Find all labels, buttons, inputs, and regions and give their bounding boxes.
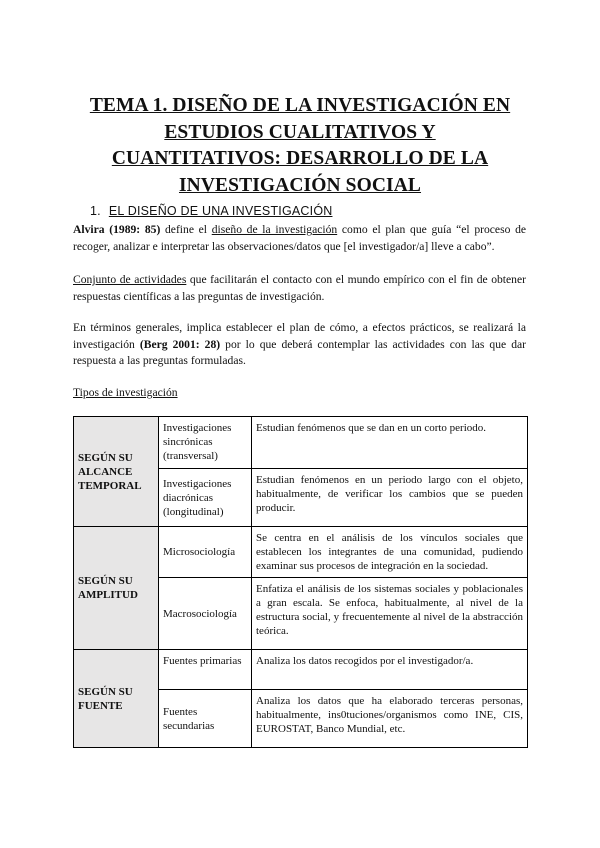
paragraph-text: define el — [160, 223, 212, 236]
types-heading: Tipos de investigación — [73, 386, 178, 399]
paragraph-text: por lo que deberá contemplar las actividades con las que dar respuesta a las preguntas formuladas. — [73, 337, 526, 367]
type-cell: Fuentes primarias — [159, 650, 252, 690]
table-row — [74, 527, 528, 578]
type-cell: Microsociología — [159, 527, 252, 578]
category-cell: SEGÚN SU FUENTE — [74, 650, 159, 748]
paragraph-definition — [73, 222, 526, 255]
category-cell: SEGÚN SU AMPLITUD — [74, 527, 159, 650]
citation-berg: (Berg 2001: 28) — [139, 337, 221, 351]
section-heading — [90, 204, 332, 218]
document-title — [60, 93, 540, 199]
paragraph-text: que facilitarán el contacto con el mundo empírico con el fin de obtener respuestas científicas a las preguntas de investigación. — [73, 273, 526, 303]
title-line-1: TEMA 1. DISEÑO DE LA INVESTIGACIÓN EN — [89, 95, 511, 116]
paragraph-text: como el plan que guía “el proceso de recoger, analizar e interpretar las observaciones/datos que [el investigador/a] lleve a cabo”. — [73, 223, 527, 253]
citation-alvira: Alvira (1989: 85) — [73, 223, 161, 236]
type-cell: Fuentes secundarias — [159, 690, 252, 748]
title-line-2: ESTUDIOS CUALITATIVOS Y — [164, 121, 436, 143]
paragraph-activities — [73, 272, 526, 305]
table-row — [74, 417, 528, 469]
term-conjunto: Conjunto de actividades — [73, 273, 187, 286]
term-diseno: diseño de la investigación — [211, 223, 338, 236]
description-cell: Analiza los datos que ha elaborado terceras personas, habitualmente, ins0tuciones/organismos como INE, CIS, EUROSTAT, Banco Mundial, etc. — [252, 690, 528, 748]
description-cell: Se centra en el análisis de los vínculos sociales que establecen los integrantes de una comunidad, pudiendo examinar sus procesos de integración en la sociedad. — [252, 527, 528, 578]
type-cell: Investigaciones sincrónicas (transversal) — [159, 417, 252, 469]
type-cell: Macrosociología — [159, 578, 252, 650]
category-cell: SEGÚN SU ALCANCE TEMPORAL — [74, 417, 159, 527]
paragraph-text: En términos generales, implica establecer el plan de cómo, a efectos prácticos, se realizará la investigación — [73, 321, 526, 351]
description-cell: Analiza los datos recogidos por el investigador/a. — [252, 650, 528, 690]
type-cell: Investigaciones diacrónicas (longitudinal) — [159, 469, 252, 527]
description-cell: Estudian fenómenos que se dan en un corto periodo. — [252, 417, 528, 469]
section-number: 1. — [90, 204, 101, 218]
paragraph-general — [73, 320, 526, 370]
research-types-table — [73, 416, 528, 748]
description-cell: Enfatiza el análisis de los sistemas sociales y poblacionales a gran escala. Se enfoca, habitualmente, al nivel de la estructura social, y frecuentemente al nivel de la abstracción teórica. — [252, 578, 528, 650]
title-line-4: INVESTIGACIÓN SOCIAL — [178, 174, 422, 196]
section-heading-text: EL DISEÑO DE UNA INVESTIGACIÓN — [108, 204, 333, 218]
title-line-3: CUANTITATIVOS: DESARROLLO DE LA — [111, 148, 489, 169]
description-cell: Estudian fenómenos en un periodo largo con el objeto, habitualmente, de verificar los cambios que se pueden producir. — [252, 469, 528, 527]
table-row — [74, 650, 528, 690]
